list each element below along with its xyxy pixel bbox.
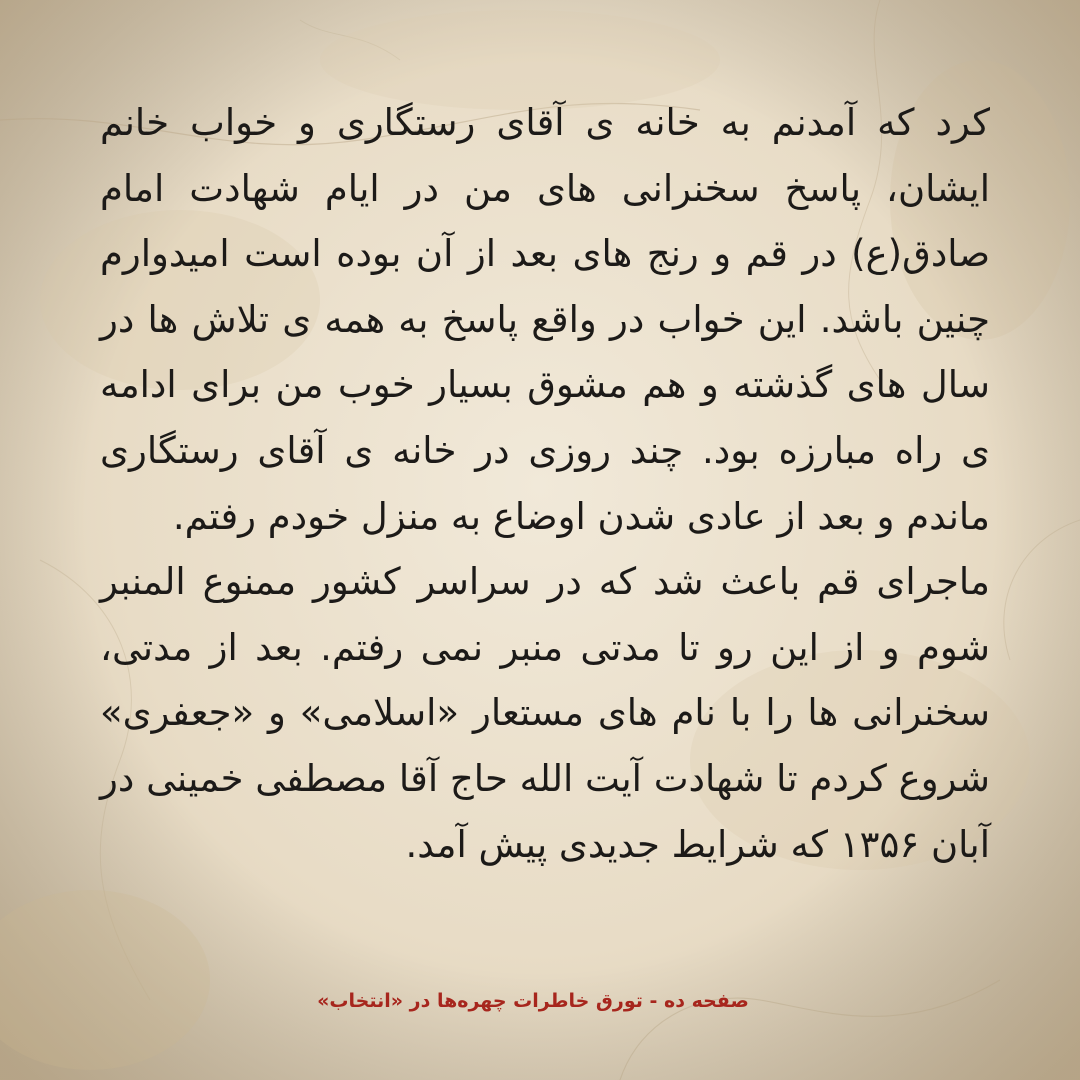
page-footer-caption: صفحه ده - تورق خاطرات چهره‌ها در «انتخاب»	[317, 990, 749, 1012]
paragraph-2: ماجرای قم باعث شد که در سراسر کشور ممنوع المنبر شوم و از این رو تا مدتی منبر نمی رفتم. بعد از مدتی، سخنرانی ها را با نام های مستعار «اسلامی» و «جعفری» شروع کردم تا شهادت آیت الله حاج آقا مصطفی خمینی در آبان ۱۳۵۶ که شرایط جدیدی پیش آمد.	[99, 560, 990, 866]
article-body	[100, 90, 990, 877]
paragraph-1: کرد که آمدنم به خانه ی آقای رستگاری و خواب خانم ایشان، پاسخ سخنرانی های من در ایام شهادت امام صادق(ع) در قم و رنج های بعد از آن بوده است امیدوارم چنین باشد. این خواب در واقع پاسخ به همه ی تلاش ها در سال های گذشته و هم مشوق بسیار خوب من برای ادامه ی راه مبارزه بود. چند روزی در خانه ی آقای رستگاری ماندم و بعد از عادی شدن اوضاع به منزل خودم رفتم.	[100, 101, 990, 538]
